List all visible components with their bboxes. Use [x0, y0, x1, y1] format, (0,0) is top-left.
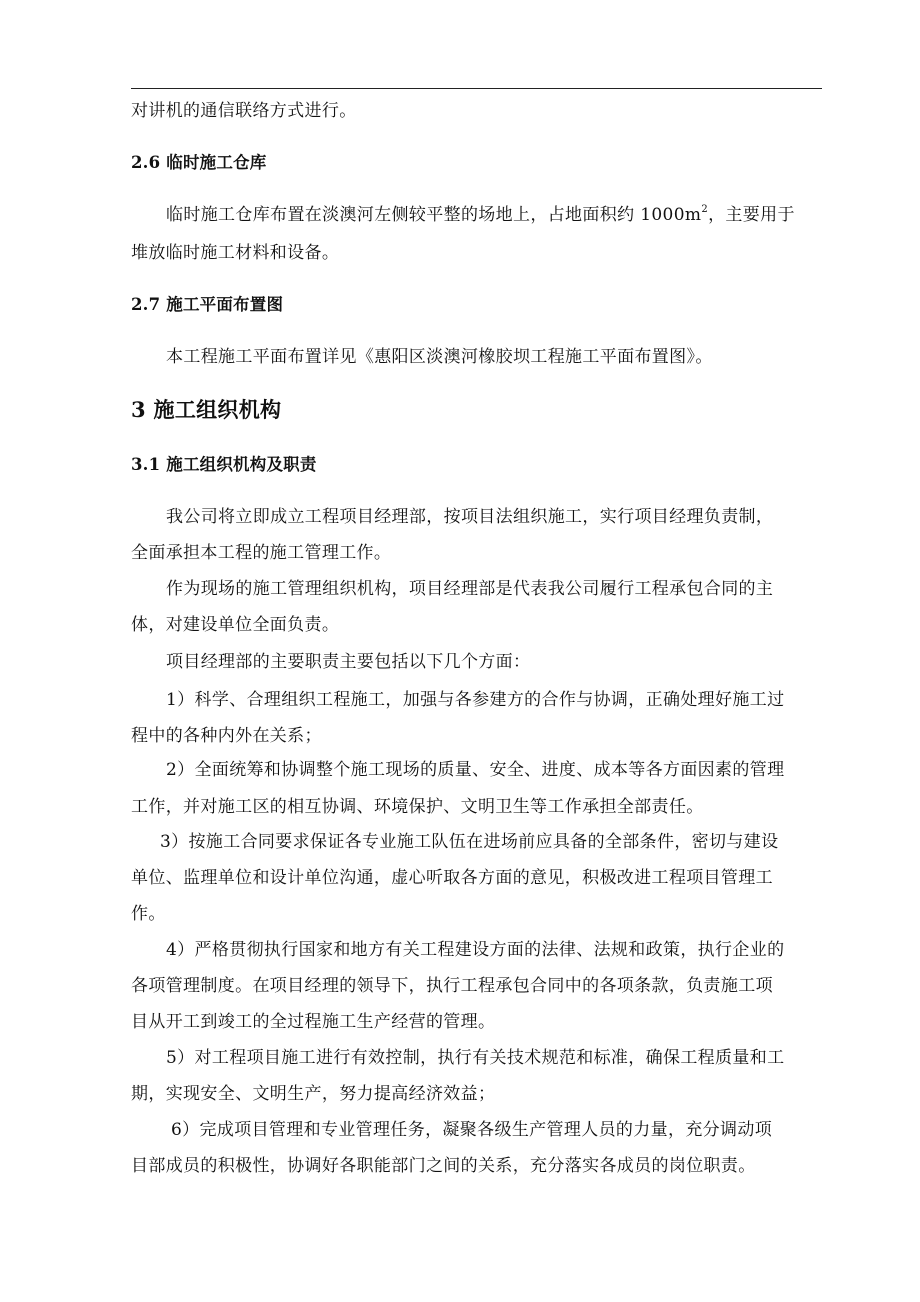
duty-item-4-line3: 目从开工到竣工的全过程施工生产经营的管理。: [131, 1012, 496, 1032]
duty-item-6-line1: 6）完成项目管理和专业管理任务，凝聚各级生产管理人员的力量，充分调动项: [171, 1120, 773, 1140]
header-rule: [131, 88, 822, 89]
duty-item-2-line1: 2）全面统筹和协调整个施工现场的质量、安全、进度、成本等各方面因素的管理: [166, 760, 785, 780]
intro-tail-text: 对讲机的通信联络方式进行。: [131, 101, 357, 121]
section-2-7-paragraph: 本工程施工平面布置详见《惠阳区淡澳河橡胶坝工程施工平面布置图》。: [166, 347, 713, 367]
section-2-6-title: 2.6 临时施工仓库: [131, 153, 267, 172]
section-3-1-p2-line1: 作为现场的施工管理组织机构，项目经理部是代表我公司履行工程承包合同的主: [166, 579, 774, 599]
section-2-6-paragraph-line2: 堆放临时施工材料和设备。: [131, 243, 340, 263]
duty-item-5-line2: 期，实现安全、文明生产，努力提高经济效益；: [131, 1084, 496, 1104]
duty-item-4-line1: 4）严格贯彻执行国家和地方有关工程建设方面的法律、法规和政策，执行企业的: [166, 940, 785, 960]
section-3-1-p1-line2: 全面承担本工程的施工管理工作。: [131, 543, 392, 563]
superscript-2: 2: [701, 204, 709, 216]
section-2-7-title: 2.7 施工平面布置图: [131, 295, 284, 314]
section-2-6-paragraph-a: 临时施工仓库布置在淡澳河左侧较平整的场地上，占地面积约 1000m: [166, 205, 702, 225]
duty-item-1-line2: 程中的各种内外在关系；: [131, 726, 322, 746]
section-2-6-paragraph-b: ，主要用于: [708, 205, 795, 225]
section-3-1-p1-line1: 我公司将立即成立工程项目经理部，按项目法组织施工，实行项目经理负责制，: [166, 507, 774, 527]
duty-item-1-line1: 1）科学、合理组织工程施工，加强与各参建方的合作与协调，正确处理好施工过: [166, 690, 785, 710]
section-3-1-title: 3.1 施工组织机构及职责: [131, 455, 317, 474]
chapter-3-title: 3 施工组织机构: [131, 397, 282, 422]
duty-item-3-line3: 作。: [131, 904, 166, 924]
duty-item-3-line2: 单位、监理单位和设计单位沟通，虚心听取各方面的意见，积极改进工程项目管理工: [131, 868, 773, 888]
duty-item-4-line2: 各项管理制度。在项目经理的领导下，执行工程承包合同中的各项条款，负责施工项: [131, 976, 773, 996]
duty-item-5-line1: 5）对工程项目施工进行有效控制，执行有关技术规范和标准，确保工程质量和工: [166, 1048, 785, 1068]
duty-item-2-line2: 工作，并对施工区的相互协调、环境保护、文明卫生等工作承担全部责任。: [131, 797, 704, 817]
section-2-6-paragraph: [166, 203, 795, 227]
duty-item-3-line1: 3）按施工合同要求保证各专业施工队伍在进场前应具备的全部条件，密切与建设: [160, 832, 779, 852]
section-3-1-p3: 项目经理部的主要职责主要包括以下几个方面：: [166, 652, 531, 672]
duty-item-6-line2: 目部成员的积极性，协调好各职能部门之间的关系，充分落实各成员的岗位职责。: [131, 1156, 756, 1176]
section-3-1-p2-line2: 体，对建设单位全面负责。: [131, 615, 340, 635]
